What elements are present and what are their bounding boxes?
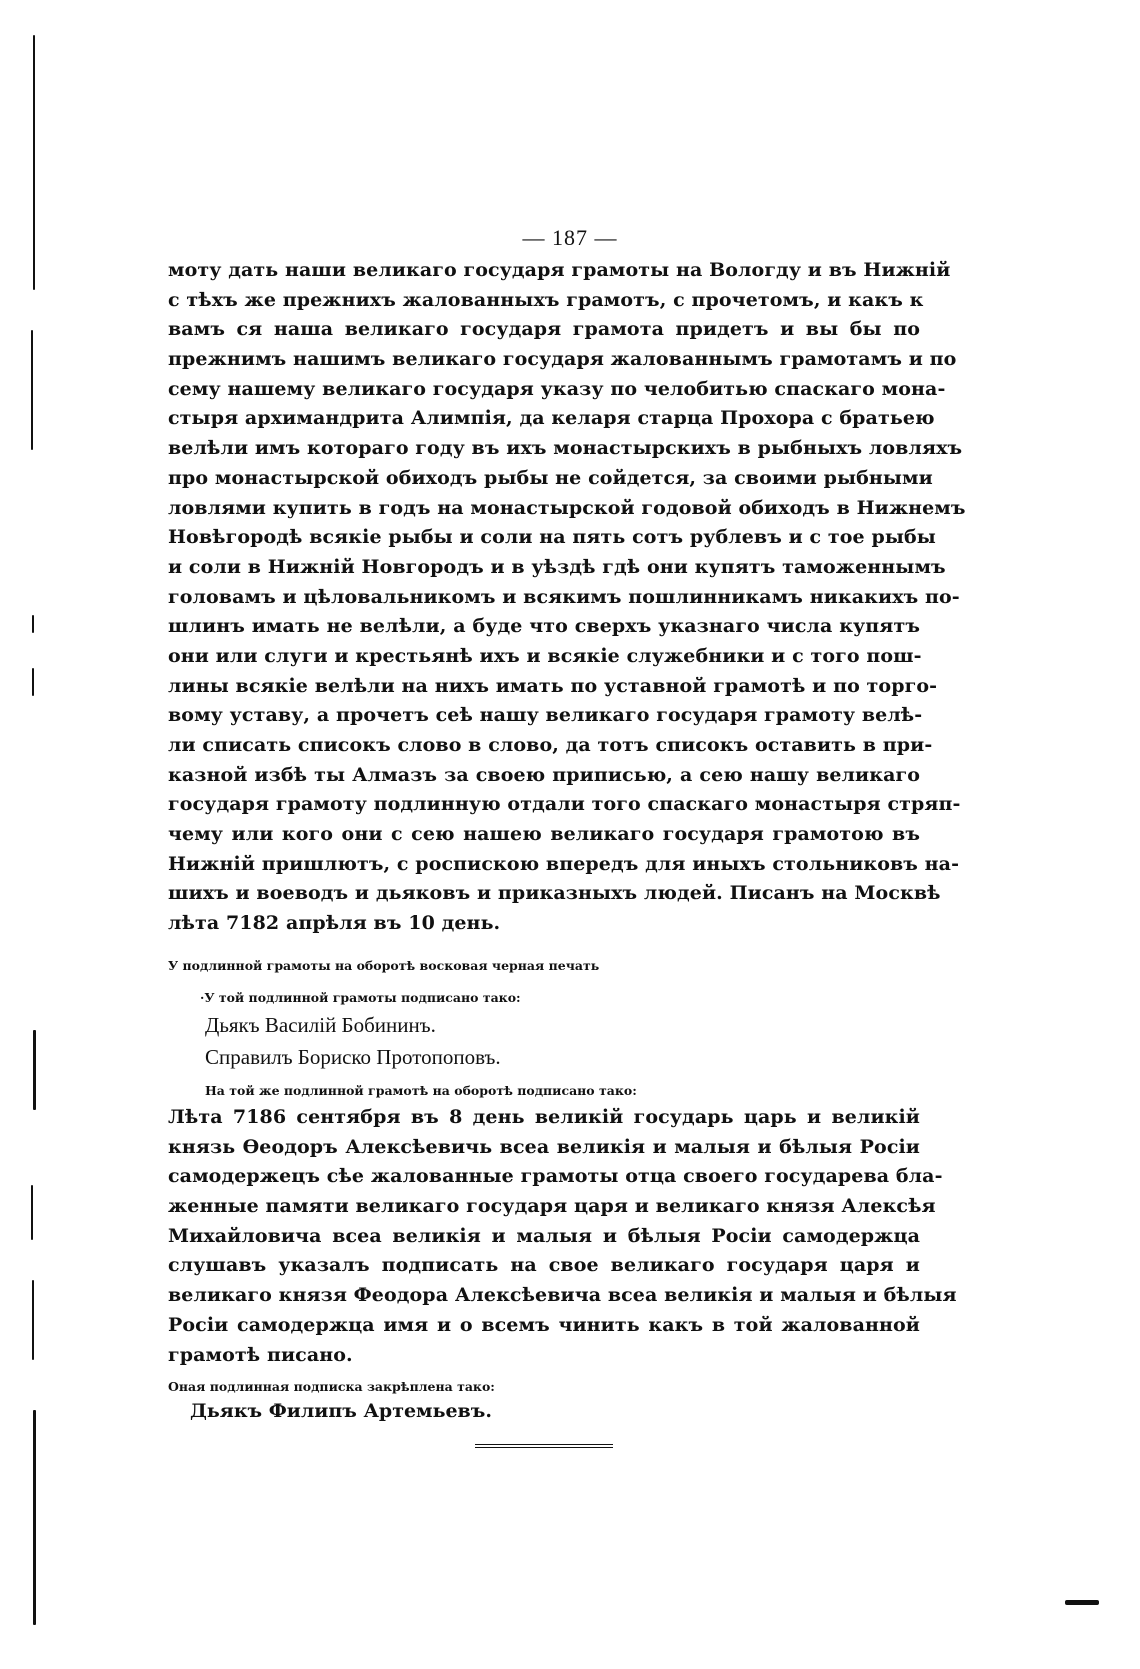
text-line: женные памяти великаго государя царя и великаго князя Алексѣя	[168, 1195, 936, 1218]
text-line: головамъ и цѣловальникомъ и всякимъ пошлинникамъ никакихъ по-	[168, 585, 960, 608]
text-line: лины всякіе велѣли на нихъ имать по уставной грамотѣ и по торго-	[168, 674, 938, 697]
text-line: ли списать списокъ слово в слово, да тотъ списокъ оставить в при-	[168, 734, 933, 756]
closing-rule-lower	[475, 1447, 613, 1448]
text-line: Нижній пришлютъ, с роспискою впередъ для иныхъ стольниковъ на-	[168, 852, 960, 875]
closing-rule	[475, 1444, 613, 1445]
text-line: вамъ ся наша великаго государя грамота придетъ и вы бы по	[168, 318, 920, 341]
reverse-note: На той же подлинной грамотѣ на оборотѣ подписано тако:	[205, 1083, 637, 1098]
text-line: стыря архимандрита Алимпія, да келаря старца Прохора с братьею	[168, 407, 935, 430]
text-line: Росіи самодержца имя и о всемъ чинить какъ в той жалованной	[168, 1313, 920, 1336]
text-line: моту дать наши великаго государя грамоты на Вологду и въ Нижній	[168, 259, 951, 281]
text-line: слушавъ указалъ подписать на свое великаго государя царя и	[168, 1254, 920, 1277]
text-line: ловлями купить в годъ на монастырской годовой обиходъ в Нижнемъ	[168, 496, 966, 519]
scan-edge-mark	[32, 1280, 34, 1360]
scan-edge-mark	[33, 1410, 36, 1625]
scan-edge-mark	[31, 1185, 33, 1240]
signature-corrector: Справилъ Бориско Протопоповъ.	[205, 1045, 501, 1069]
text-line: прежнимъ нашимъ великаго государя жалованнымъ грамотамъ и по	[168, 348, 957, 371]
scan-corner-mark	[1065, 1600, 1099, 1605]
text-line: велѣли имъ котораго году въ ихъ монастырскихъ в рыбныхъ ловляхъ	[168, 437, 963, 460]
text-line: самодержецъ сѣе жалованные грамоты отца своего государева бла-	[168, 1165, 943, 1188]
text-line: с тѣхъ же прежнихъ жалованныхъ грамотъ, с прочетомъ, и какъ к	[168, 288, 924, 311]
text-line: князь Ѳеодоръ Алексѣевичь всеа великія и малыя и бѣлыя Росіи	[168, 1135, 920, 1158]
fastened-note: Оная подлинная подписка закрѣплена тако:	[168, 1379, 495, 1394]
text-line: про монастырской обиходъ рыбы не сойдется, за своими рыбными	[168, 466, 933, 489]
text-line: и соли в Нижній Новгородъ и в уѣздѣ гдѣ они купятъ таможеннымъ	[168, 555, 946, 578]
signature-final: Дьякъ Филипъ Артемьевъ.	[190, 1400, 492, 1422]
text-line: они или слуги и крестьянѣ ихъ и всякіе служебники и с того пош-	[168, 644, 922, 667]
text-line: Лѣта 7186 сентября въ 8 день великій государь царь и великій	[168, 1106, 920, 1128]
text-line: шихъ и воеводъ и дьяковъ и приказныхъ людей. Писанъ на Москвѣ	[168, 882, 941, 905]
text-line: Михайловича всеа великія и малыя и бѣлыя Росіи самодержца	[168, 1224, 920, 1247]
page-number: — 187 —	[522, 225, 618, 250]
text-line: Новѣгородѣ всякіе рыбы и соли на пять сотъ рублевъ и с тое рыбы	[168, 526, 936, 549]
main-text	[168, 256, 966, 939]
scan-edge-mark	[33, 35, 35, 290]
scan-edge-mark	[32, 668, 34, 696]
scan-edge-mark	[32, 615, 34, 633]
scan-edge-mark	[31, 330, 33, 450]
text-line: чему или кого они с сею нашею великаго государя грамотою въ	[168, 823, 920, 846]
scan-edge-mark	[33, 1030, 36, 1110]
text-line: казной избѣ ты Алмазъ за своею приписью, а сею нашу великаго	[168, 763, 920, 786]
text-line: государя грамоту подлинную отдали того спаскаго монастыря стряп-	[168, 793, 961, 816]
text-line: великаго князя Феодора Алексѣевича всеа великія и малыя и бѣлыя	[168, 1284, 957, 1307]
text-line: вому уставу, а прочетъ сеѣ нашу великаго государя грамоту велѣ-	[168, 704, 923, 727]
text-line: шлинъ имать не велѣли, а буде что сверхъ указнаго числа купятъ	[168, 615, 920, 638]
signed-note: ·У той подлинной грамоты подписано тако:	[200, 990, 521, 1005]
text-line: сему нашему великаго государя указу по челобитью спаскаго мона-	[168, 377, 946, 400]
signature-clerk: Дьякъ Василій Бобининъ.	[205, 1013, 436, 1037]
text-line: грамотѣ писано.	[168, 1343, 353, 1366]
second-text	[168, 1103, 957, 1370]
seal-note: У подлинной грамоты на оборотѣ восковая черная печать	[168, 958, 600, 973]
text-line: лѣта 7182 апрѣля въ 10 день.	[168, 912, 501, 935]
